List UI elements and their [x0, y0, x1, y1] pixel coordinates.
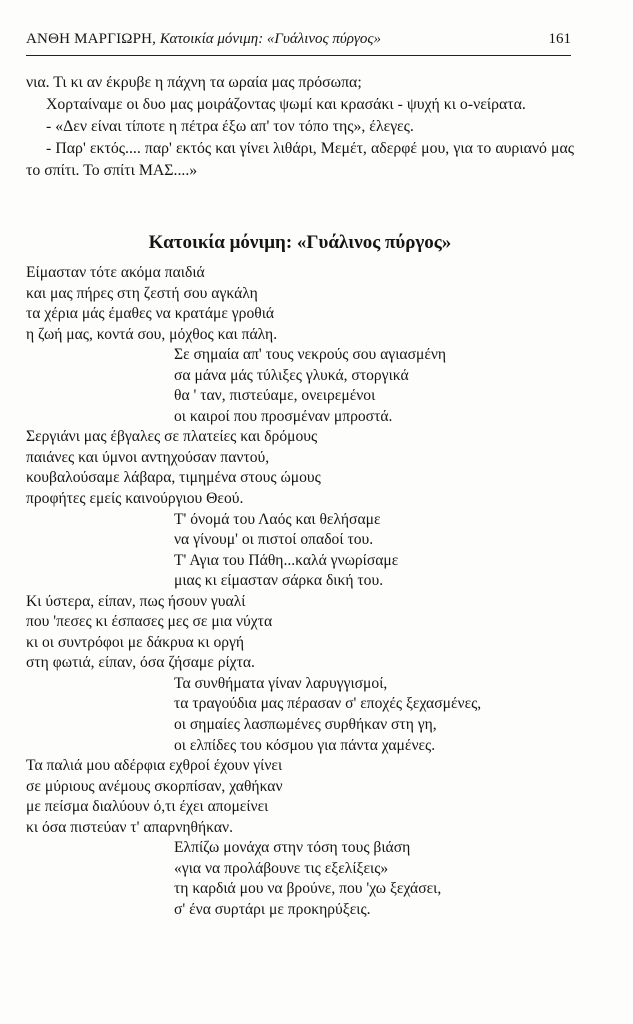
poem-line: παιάνες και ύμνοι αντηχούσαν παντού, [26, 448, 270, 466]
poem-line: Τ' όνομά του Λαός και θελήσαμε [174, 510, 381, 528]
poem-line: οι ελπίδες του κόσμου για πάντα χαμένες. [174, 736, 436, 754]
poem-line: η ζωή μας, κοντά σου, μόχθος και πάλη. [26, 325, 278, 343]
poem-line: που 'πεσες κι έσπασες μες σε μια νύχτα [26, 613, 273, 631]
page-number: 161 [548, 31, 571, 47]
prose-paragraph: - «Δεν είναι τίποτε η πέτρα έξω απ' τον τόπο της», έλεγες. [46, 118, 414, 135]
poem-line: τα χέρια μάς έμαθες να κρατάμε γροθιά [26, 305, 275, 323]
poem-line: κι όσα πιστεύαν τ' απαρνηθήκαν. [26, 818, 233, 836]
poem-line: «για να προλάβουνε τις εξελίξεις» [174, 859, 389, 877]
poem-line: Είμασταν τότε ακόμα παιδιά [26, 264, 205, 281]
poem-line: Σεργιάνι μας έβγαλες σε πλατείες και δρόμους [26, 428, 318, 446]
poem-line: Σε σημαία απ' τους νεκρούς σου αγιασμένη [174, 346, 447, 364]
poem-line: να γίνουμ' οι πιστοί οπαδοί του. [174, 531, 374, 549]
header-title: Κατοικία μόνιμη: «Γυάλινος πύργος» [159, 31, 381, 47]
poem-line: και μας πήρες στη ζεστή σου αγκάλη [26, 284, 258, 302]
poem-block [26, 263, 586, 921]
prose-block [26, 72, 574, 182]
poem-line: προφήτες εμείς καινούργιου Θεού. [26, 490, 244, 508]
poem-line: μιας κι είμασταν σάρκα δική του. [174, 572, 384, 590]
poem-line: θα ' ταν, πιστεύαμε, ονειρεμένοι [174, 387, 376, 405]
poem-line: στη φωτιά, είπαν, όσα ζήσαμε ρίχτα. [26, 654, 255, 672]
poem-line: τη καρδιά μου να βρούνε, που 'χω ξεχάσει, [174, 880, 442, 898]
poem-line: σ' ένα συρτάρι με προκηρύξεις. [174, 900, 371, 918]
poem-title: Κατοικία μόνιμη: «Γυάλινος πύργος» [148, 232, 452, 253]
poem-line: τα τραγούδια μας πέρασαν σ' εποχές ξεχασμένες, [174, 695, 482, 713]
running-header [26, 31, 571, 56]
poem-line: Τ' Αγια του Πάθη...καλά γνωρίσαμε [174, 551, 399, 569]
poem-line: Τα συνθήματα γίναν λαρυγγισμοί, [174, 674, 388, 692]
prose-paragraph: - Παρ' εκτός.... παρ' εκτός και γίνει λιθάρι, Μεμέτ, αδερφέ μου, για το αυριανό μας το σπίτι. Το σπίτι ΜΑΣ....» [26, 140, 574, 179]
prose-paragraph: νια. Τι κι αν έκρυβε η πάχνη τα ωραία μας πρόσωπα; [26, 74, 362, 91]
poem-line: οι σημαίες λασπωμένες συρθήκαν στη γη, [174, 716, 437, 734]
poem-line: οι καιροί που προσμέναν μπροστά. [174, 407, 393, 425]
poem-line: κι οι συντρόφοι με δάκρυα κι οργή [26, 633, 245, 651]
poem-line: Τα παλιά μου αδέρφια εχθροί έχουν γίνει [26, 757, 283, 775]
poem-line: κουβαλούσαμε λάβαρα, τιμημένα στους ώμους [26, 469, 321, 487]
poem-line: Κι ύστερα, είπαν, πως ήσουν γυαλί [26, 592, 246, 610]
poem-line: σα μάνα μάς τύλιξες γλυκά, στοργικά [174, 366, 409, 384]
poem-line: σε μύριους ανέμους σκορπίσαν, χαθήκαν [26, 777, 283, 795]
poem-line: Ελπίζω μονάχα στην τόση τους βιάση [174, 839, 411, 857]
prose-paragraph: Χορταίναμε οι δυο μας μοιράζοντας ψωμί και κρασάκι - ψυχή κι ο-νείρατα. [46, 96, 526, 113]
header-author: ΑΝΘΗ ΜΑΡΓΙΩΡΗ, [26, 31, 157, 47]
poem-line: με πείσμα διαλύουν ό,τι έχει απομείνει [26, 798, 269, 816]
